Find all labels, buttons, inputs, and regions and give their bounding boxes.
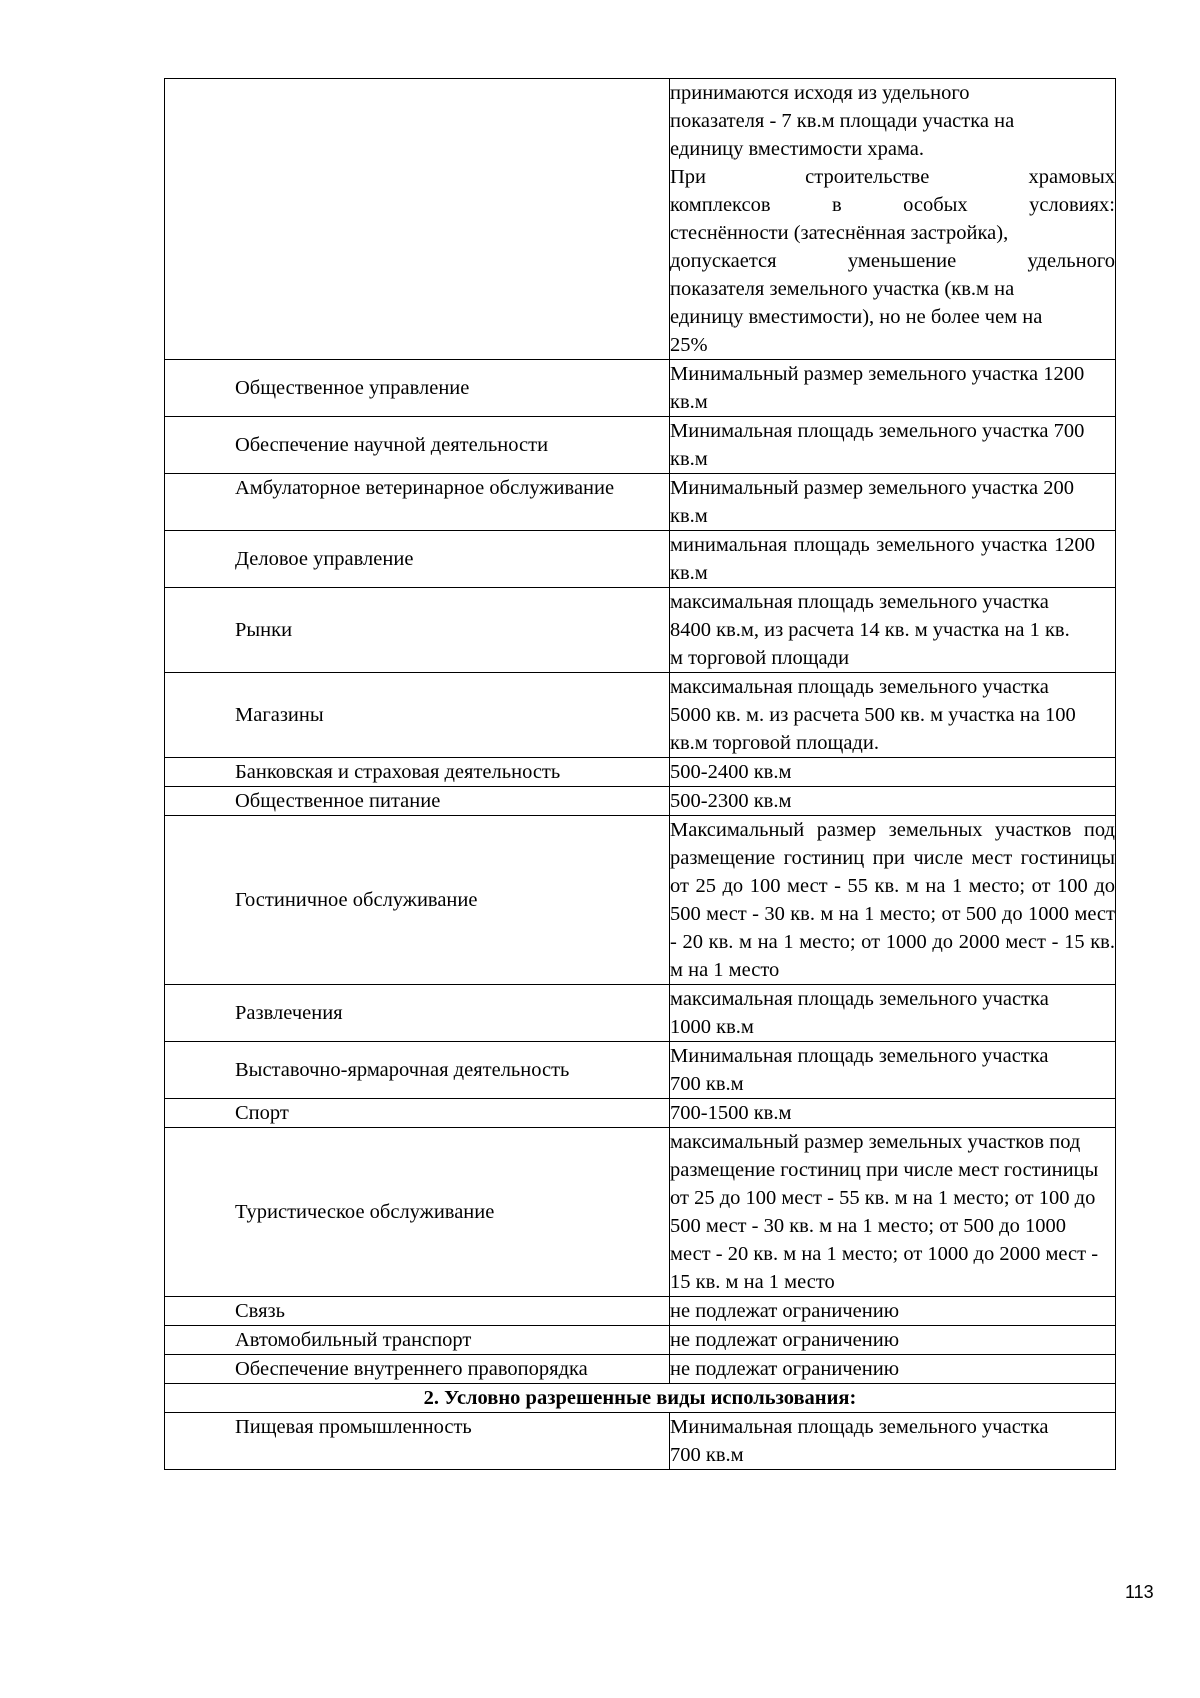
use-type-name: Выставочно-ярмарочная деятельность — [165, 1042, 670, 1099]
use-type-norm: Минимальная площадь земельного участка 700 кв.м — [670, 417, 1116, 474]
table-row — [165, 758, 1116, 787]
table-row — [165, 79, 1116, 360]
use-type-name: Развлечения — [165, 985, 670, 1042]
land-use-table — [164, 78, 1116, 1470]
use-type-name: Спорт — [165, 1099, 670, 1128]
use-type-name: Обеспечение научной деятельности — [165, 417, 670, 474]
table-row — [165, 673, 1116, 758]
use-type-name: Связь — [165, 1297, 670, 1326]
use-type-name: Обеспечение внутреннего правопорядка — [165, 1355, 670, 1384]
use-type-norm: максимальная площадь земельного участка 1000 кв.м — [670, 985, 1116, 1042]
table-row — [165, 588, 1116, 673]
table-row — [165, 1297, 1116, 1326]
table-row — [165, 1099, 1116, 1128]
table-row — [165, 1326, 1116, 1355]
use-type-norm: максимальная площадь земельного участка 8400 кв.м, из расчета 14 кв. м участка на 1 кв. м торговой площади — [670, 588, 1116, 673]
use-type-norm: не подлежат ограничению — [670, 1297, 1116, 1326]
use-type-norm: не подлежат ограничению — [670, 1355, 1116, 1384]
use-type-name: Банковская и страховая деятельность — [165, 758, 670, 787]
section-heading: 2. Условно разрешенные виды использования: — [165, 1384, 1116, 1413]
cell-line: допускается уменьшение удельного — [670, 250, 1115, 272]
table-row — [165, 1355, 1116, 1384]
use-type-name: Туристическое обслуживание — [165, 1128, 670, 1297]
use-type-norm: максимальная площадь земельного участка 5000 кв. м. из расчета 500 кв. м участка на 100 кв.м торговой площади. — [670, 673, 1116, 758]
use-type-name: Рынки — [165, 588, 670, 673]
table-row — [165, 985, 1116, 1042]
use-type-norm: 500-2300 кв.м — [670, 787, 1116, 816]
table-row — [165, 417, 1116, 474]
table-row — [165, 1128, 1116, 1297]
cell-line: комплексов в особых условиях: — [670, 194, 1115, 216]
cell-line: единицу вместимости), но не более чем на — [670, 306, 1043, 328]
table-row — [165, 474, 1116, 531]
use-type-name: Амбулаторное ветеринарное обслуживание — [165, 474, 670, 531]
table-row — [165, 787, 1116, 816]
use-type-name: Деловое управление — [165, 531, 670, 588]
table-row — [165, 531, 1116, 588]
use-type-norm: Минимальный размер земельного участка 200 кв.м — [670, 474, 1116, 531]
use-type-name: Магазины — [165, 673, 670, 758]
use-type-name: Гостиничное обслуживание — [165, 816, 670, 985]
use-type-norm: Минимальная площадь земельного участка 700 кв.м — [670, 1413, 1116, 1470]
cell-line: 25% — [670, 334, 708, 356]
table-row — [165, 360, 1116, 417]
cell-line: единицу вместимости храма. — [670, 138, 924, 160]
use-type-norm: 700-1500 кв.м — [670, 1099, 1116, 1128]
use-type-norm: Максимальный размер земельных участков под размещение гостиниц при числе мест гостиницы от 25 до 100 мест - 55 кв. м на 1 место; от 100 до 500 мест - 30 кв. м на 1 место; от 500 до 1000 мест - 20 кв. м на 1 место; от 1000 до 2000 мест - 15 кв. м на 1 место — [670, 816, 1116, 985]
temple-norms-cell — [670, 79, 1116, 360]
use-type-name: Автомобильный транспорт — [165, 1326, 670, 1355]
use-type-norm: Минимальный размер земельного участка 1200 кв.м — [670, 360, 1116, 417]
use-type-norm: не подлежат ограничению — [670, 1326, 1116, 1355]
section-heading-row — [165, 1384, 1116, 1413]
cell-line: показателя - 7 кв.м площади участка на — [670, 110, 1015, 132]
use-type-norm: 500-2400 кв.м — [670, 758, 1116, 787]
table-row — [165, 1413, 1116, 1470]
cell-line: показателя земельного участка (кв.м на — [670, 278, 1015, 300]
use-type-name: Пищевая промышленность — [165, 1413, 670, 1470]
table-row — [165, 1042, 1116, 1099]
cell-line: стеснённости (затеснённая застройка), — [670, 222, 1009, 244]
use-type-norm: минимальная площадь земельного участка 1200 кв.м — [670, 531, 1116, 588]
use-type-name: Общественное питание — [165, 787, 670, 816]
table-row — [165, 816, 1116, 985]
empty-name-cell — [165, 79, 670, 360]
cell-line: При строительстве храмовых — [670, 166, 1115, 188]
use-type-name: Общественное управление — [165, 360, 670, 417]
use-type-norm: Минимальная площадь земельного участка 700 кв.м — [670, 1042, 1116, 1099]
cell-line: принимаются исходя из удельного — [670, 82, 970, 104]
page-number: 113 — [1125, 1582, 1154, 1602]
use-type-norm: максимальный размер земельных участков под размещение гостиниц при числе мест гостиницы от 25 до 100 мест - 55 кв. м на 1 место; от 100 до 500 мест - 30 кв. м на 1 место; от 500 до 1000 мест - 20 кв. м на 1 место; от 1000 до 2000 мест - 15 кв. м на 1 место — [670, 1128, 1116, 1297]
